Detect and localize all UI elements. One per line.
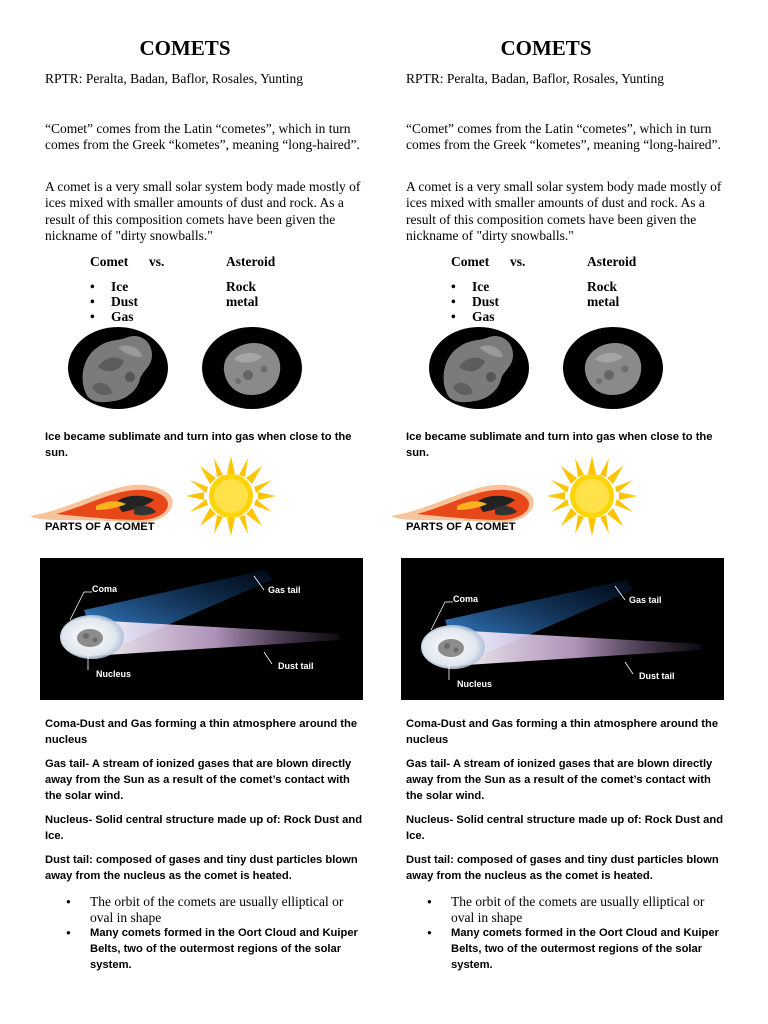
definition-paragraph: A comet is a very small solar system body made mostly of ices mixed with smaller amounts of dust and rock. As a result of this composition comets have been given the nickname of "dirty snowballs." <box>406 179 722 243</box>
diagram-label-gas-tail: Gas tail <box>268 585 301 595</box>
asteroid-composition-list <box>587 279 619 309</box>
comet-parts-diagram <box>40 558 363 700</box>
comparison-header-vs: vs. <box>149 254 165 269</box>
list-item: ● The orbit of the comets are usually elliptical or oval in shape <box>64 894 364 925</box>
definition-nucleus: Nucleus- Solid central structure made up of: Rock Dust and Ice. <box>45 814 363 842</box>
fireball-illustration <box>387 470 537 526</box>
handout-column-left <box>44 0 374 1024</box>
definition-nucleus: Nucleus- Solid central structure made up of: Rock Dust and Ice. <box>406 814 724 842</box>
parts-heading: PARTS OF A COMET <box>406 521 516 533</box>
sun-illustration <box>547 456 637 536</box>
list-item: metal <box>226 294 259 309</box>
diagram-label-nucleus: Nucleus <box>96 669 132 679</box>
comparison-header-comet: Comet <box>451 254 490 269</box>
etymology-paragraph: “Comet” comes from the Latin “cometes”, which in turn comes from the Greek “kometes”, meaning “long-haired”. <box>406 121 721 153</box>
asteroid-photo <box>563 327 663 409</box>
list-item: metal <box>587 294 620 309</box>
comet-nucleus-photo <box>68 327 168 409</box>
diagram-label-coma: Coma <box>453 594 479 604</box>
comet-parts-diagram <box>401 558 724 700</box>
definition-paragraph: A comet is a very small solar system body made mostly of ices mixed with smaller amounts of dust and rock. As a result of this composition comets have been given the nickname of "dirty snowballs." <box>45 179 361 243</box>
sublimation-note: Ice became sublimate and turn into gas when close to the sun. <box>406 431 713 459</box>
definition-gas-tail: Gas tail- A stream of ionized gases that are blown directly away from the Sun as a result of the comet’s contact with the solar wind. <box>406 758 713 802</box>
list-item: • Ice <box>90 279 138 294</box>
origin-suffix: , two of the outermost regions of the solar system. <box>451 943 703 971</box>
list-item: • Gas <box>90 309 138 324</box>
definition-dust-tail: Dust tail: composed of gases and tiny dust particles blown away from the nucleus as the comet is heated. <box>45 854 358 882</box>
list-item: • Dust <box>90 294 138 309</box>
page-title: COMETS <box>500 36 592 60</box>
list-item: • Ice <box>451 279 499 294</box>
origin-highlight: Oort Cloud and Kuiper Belts <box>451 927 719 955</box>
comparison-header-asteroid: Asteroid <box>226 254 276 269</box>
sun-illustration <box>186 456 276 536</box>
asteroid-composition-list <box>226 279 258 309</box>
etymology-paragraph: “Comet” comes from the Latin “cometes”, which in turn comes from the Greek “kometes”, meaning “long-haired”. <box>45 121 360 153</box>
diagram-label-coma: Coma <box>92 584 118 594</box>
diagram-label-dust-tail: Dust tail <box>278 661 314 671</box>
sublimation-note: Ice became sublimate and turn into gas when close to the sun. <box>45 431 352 459</box>
diagram-label-gas-tail: Gas tail <box>629 595 662 605</box>
comet-facts-list <box>425 894 725 973</box>
list-item <box>64 925 364 973</box>
comet-composition-list <box>90 279 138 324</box>
list-item: • Gas <box>451 309 499 324</box>
page-title: COMETS <box>139 36 231 60</box>
reporters-line: RPTR: Peralta, Badan, Baflor, Rosales, Yunting <box>45 71 304 86</box>
comet-facts-list <box>64 894 364 973</box>
comparison-header-asteroid: Asteroid <box>587 254 637 269</box>
list-item: Rock <box>587 279 617 294</box>
definition-coma: Coma-Dust and Gas forming a thin atmosphere around the nucleus <box>45 718 358 746</box>
comet-composition-list <box>451 279 499 324</box>
comparison-header-comet: Comet <box>90 254 129 269</box>
asteroid-photo <box>202 327 302 409</box>
list-item: ● The orbit of the comets are usually elliptical or oval in shape <box>425 894 725 925</box>
definition-dust-tail: Dust tail: composed of gases and tiny dust particles blown away from the nucleus as the comet is heated. <box>406 854 719 882</box>
origin-prefix: Many comets formed in the <box>451 927 599 939</box>
reporters-line: RPTR: Peralta, Badan, Baflor, Rosales, Yunting <box>406 71 665 86</box>
origin-suffix: , two of the outermost regions of the solar system. <box>90 943 342 971</box>
fireball-illustration <box>26 470 176 526</box>
diagram-label-nucleus: Nucleus <box>457 679 493 689</box>
list-item <box>425 925 725 973</box>
handout-column-right <box>405 0 735 1024</box>
origin-highlight: Oort Cloud and Kuiper Belts <box>90 927 358 955</box>
diagram-label-dust-tail: Dust tail <box>639 671 675 681</box>
list-item: • Dust <box>451 294 499 309</box>
origin-prefix: Many comets formed in the <box>90 927 238 939</box>
parts-heading: PARTS OF A COMET <box>45 521 155 533</box>
definition-coma: Coma-Dust and Gas forming a thin atmosphere around the nucleus <box>406 718 719 746</box>
comet-nucleus-photo <box>429 327 529 409</box>
comparison-header-vs: vs. <box>510 254 526 269</box>
list-item: Rock <box>226 279 256 294</box>
definition-gas-tail: Gas tail- A stream of ionized gases that are blown directly away from the Sun as a result of the comet’s contact with the solar wind. <box>45 758 352 802</box>
